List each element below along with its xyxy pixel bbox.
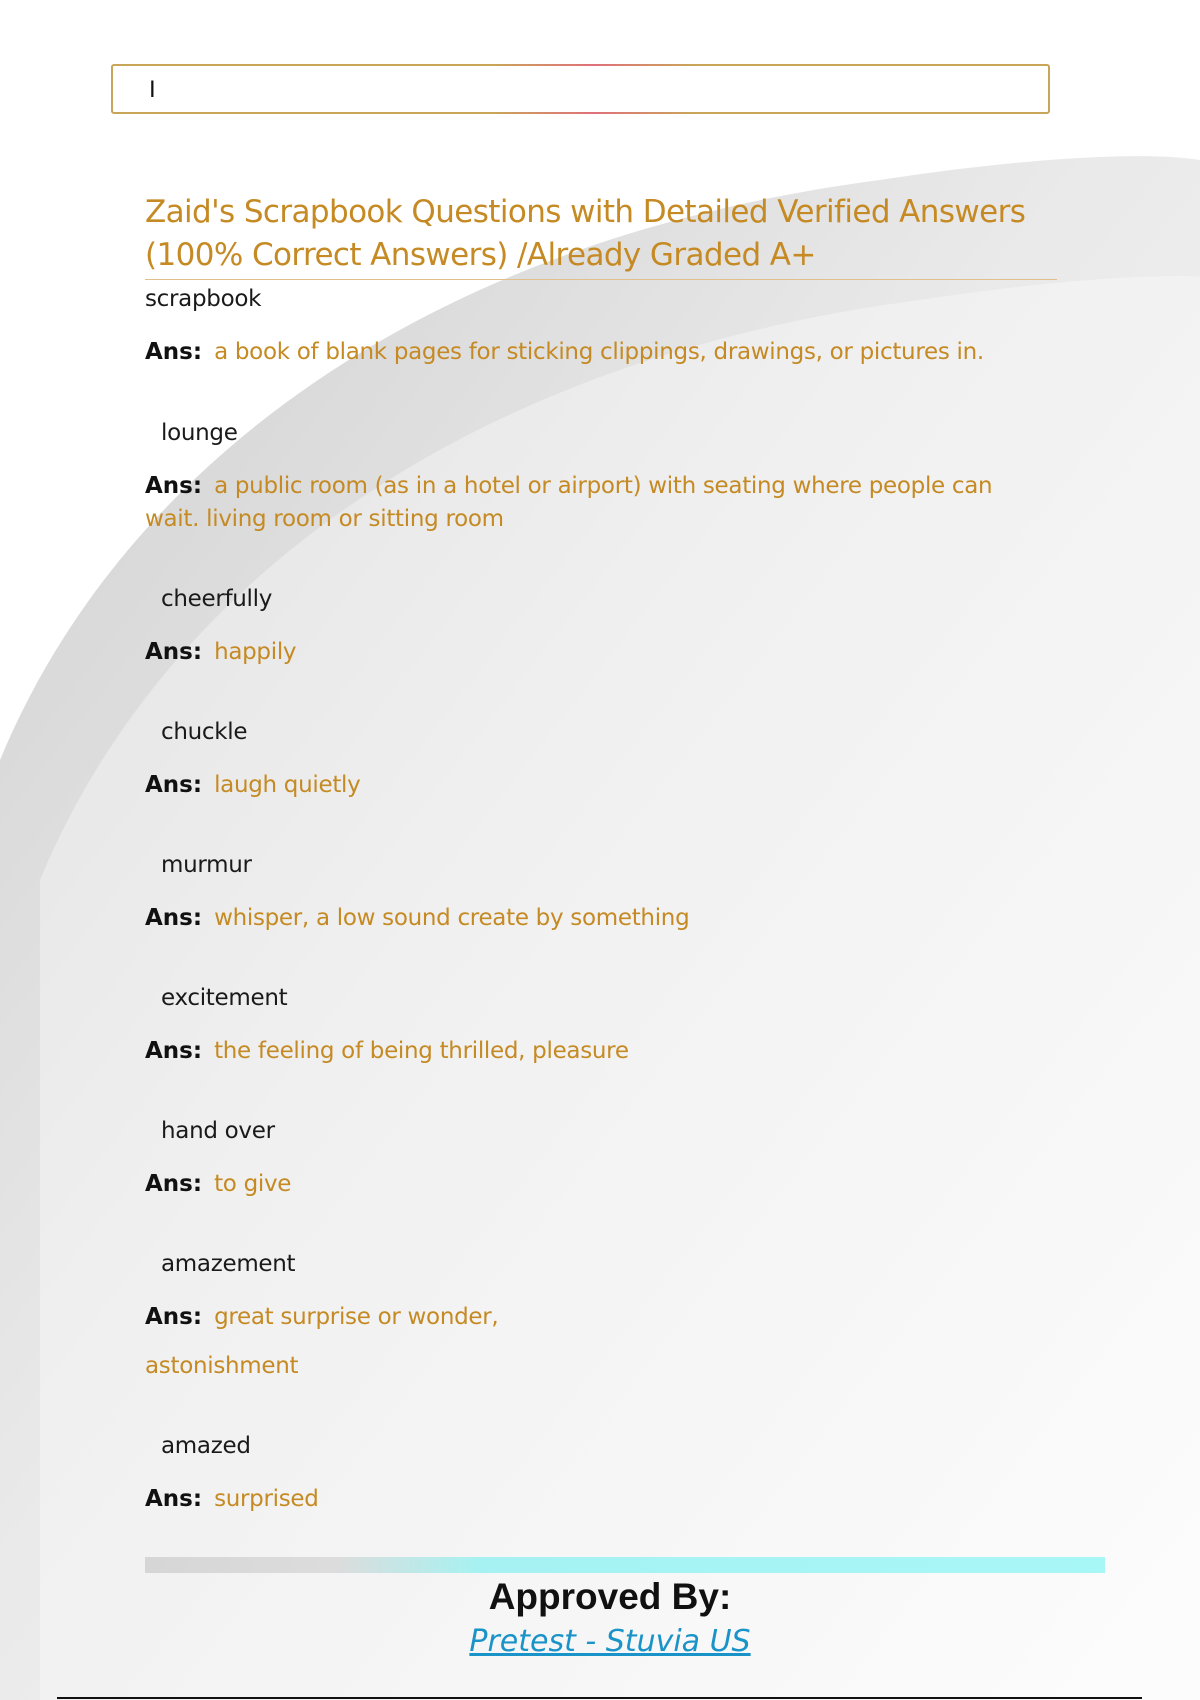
answer-text: Ans: a book of blank pages for sticking clippings, drawings, or pictures in.	[145, 339, 984, 365]
document-title: Zaid's Scrapbook Questions with Detailed Verified Answers (100% Correct Answers) /Already Graded A+	[145, 194, 1026, 273]
qa-item-cheerfully	[145, 584, 1045, 669]
qa-item-hand-over	[145, 1116, 1045, 1201]
question-term: scrapbook	[145, 286, 262, 312]
answer-text: Ans: whisper, a low sound create by something	[145, 905, 690, 931]
answer-text: Ans: happily	[145, 639, 297, 665]
ans-label: Ans:	[145, 1171, 203, 1197]
header-box	[111, 64, 1050, 114]
question-term: excitement	[161, 985, 288, 1011]
answer-text: Ans: a public room (as in a hotel or airport) with seating where people can wait. living room or sitting room	[145, 473, 993, 532]
ans-label: Ans:	[145, 905, 203, 931]
answer-text: Ans: surprised	[145, 1486, 319, 1512]
question-term: lounge	[161, 420, 238, 446]
qa-item-chuckle	[145, 717, 1045, 802]
ans-label: Ans:	[145, 1486, 203, 1512]
answer-text: Ans: to give	[145, 1171, 292, 1197]
ans-label: Ans:	[145, 639, 203, 665]
qa-item-scrapbook	[145, 284, 1045, 369]
qa-item-amazement	[145, 1249, 1045, 1383]
answer-continuation: astonishment	[145, 1353, 299, 1379]
footer-link-wrap	[0, 1624, 1200, 1659]
qa-item-lounge	[145, 418, 1045, 536]
title-divider	[145, 279, 1057, 280]
qa-item-murmur	[145, 850, 1045, 935]
bottom-divider	[57, 1697, 1142, 1699]
answer-text: Ans: laugh quietly	[145, 772, 361, 798]
qa-item-amazed	[145, 1431, 1045, 1516]
ans-label: Ans:	[145, 473, 203, 499]
ans-label: Ans:	[145, 339, 203, 365]
answer-text: Ans: great surprise or wonder, astonishment	[145, 1301, 1045, 1383]
qa-item-excitement	[145, 983, 1045, 1068]
question-term: hand over	[161, 1118, 275, 1144]
pretest-stuvia-link[interactable]: Pretest - Stuvia US	[469, 1624, 751, 1659]
footer-bar	[145, 1557, 1105, 1573]
question-term: amazement	[161, 1251, 296, 1277]
header-text: I	[149, 76, 156, 103]
ans-label: Ans:	[145, 1038, 203, 1064]
approved-by-heading: Approved By:	[488, 1576, 732, 1617]
answer-text: Ans: the feeling of being thrilled, pleasure	[145, 1038, 629, 1064]
question-term: murmur	[161, 852, 252, 878]
question-term: cheerfully	[161, 586, 273, 612]
ans-label: Ans:	[145, 772, 203, 798]
question-term: amazed	[161, 1433, 251, 1459]
ans-label: Ans:	[145, 1304, 203, 1330]
question-term: chuckle	[161, 719, 248, 745]
